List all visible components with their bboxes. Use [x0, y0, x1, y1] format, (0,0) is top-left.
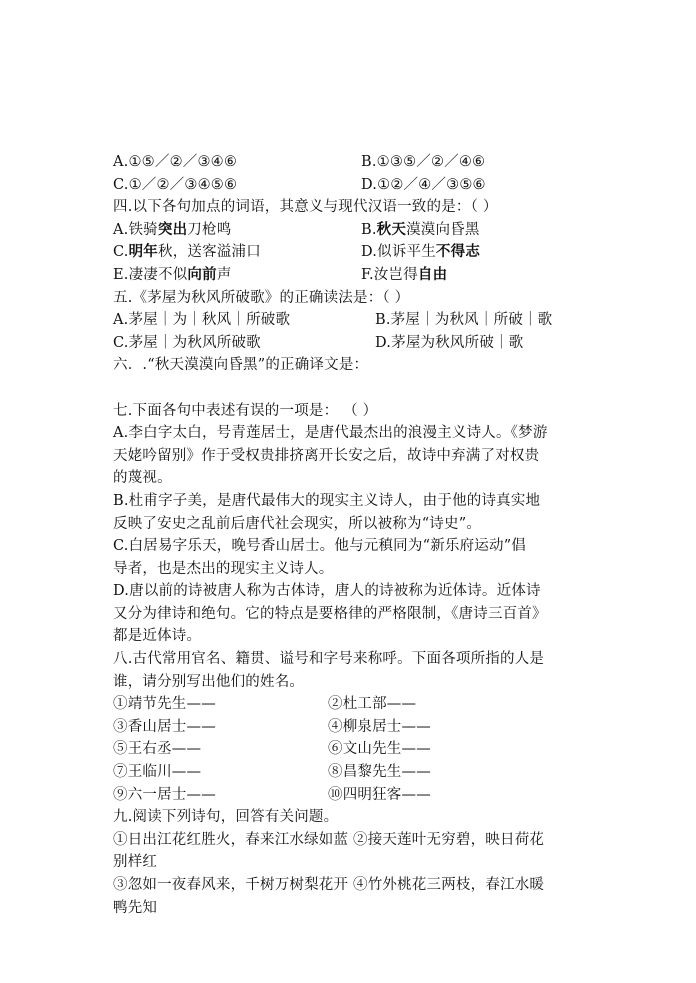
q4-option-f: F.汝岂得自由 [361, 265, 448, 283]
q4-option-b: B.秋天漠漠向昏黑 [361, 220, 480, 238]
q7-option-d-line-3: 都是近体诗。 [113, 628, 202, 645]
q5-option-b: B.茅屋｜为秋风｜所破｜歌 [375, 312, 553, 329]
q8-item-1: ①靖节先生—— [113, 696, 216, 713]
q3-option-b: B.①③⑤／②／④⑥ [361, 154, 486, 170]
q7-option-b-line-2: 反映了安史之乱前后唐代社会现实，所以被称为“诗史”。 [113, 515, 482, 532]
q4-option-d-dotted-word: 不得志 [435, 243, 481, 261]
q9-verses-line-4: 鸭先知 [113, 899, 158, 916]
q3-option-d: D.①②／④／③⑤⑥ [361, 176, 486, 193]
q5-options-row-2 [113, 332, 593, 355]
q4-options-row-3 [113, 264, 593, 287]
q7-option-c-line-2: 导者，也是杰出的现实主义诗人。 [113, 560, 334, 577]
q5-option-a: A.茅屋｜为｜秋风｜所破歌 [113, 312, 291, 329]
q5-title: 五.《茅屋为秋风所破歌》的正确读法是：（ ） [113, 289, 410, 306]
q8-item-2: ②杜工部—— [328, 696, 417, 713]
q5-option-c: C.茅屋｜为秋风所破歌 [113, 334, 261, 351]
q9-title: 九.阅读下列诗句，回答有关问题。 [113, 809, 339, 826]
q8-row-4 [113, 761, 593, 784]
q8-item-8: ⑧昌黎先生—— [328, 764, 431, 781]
q7-title: 七.下面各句中表述有误的一项是： （ ） [113, 402, 378, 419]
q4-option-a-dotted-word: 突出 [157, 220, 188, 238]
q8-item-9: ⑨六一居士—— [113, 786, 216, 803]
q9-verses-line-2: 别样红 [113, 854, 158, 871]
q8-row-5 [113, 784, 593, 807]
q4-option-d: D.似诉平生不得志 [361, 243, 481, 261]
q8-row-3 [113, 738, 593, 761]
q8-item-7: ⑦王临川—— [113, 764, 202, 781]
q4-title: 四.以下各句加点的词语，其意义与现代汉语一致的是：（ ） [113, 199, 498, 216]
q4-option-c: C.明年秋，送客溢浦口 [113, 243, 261, 261]
q4-option-e: E.凄凄不似向前声 [113, 265, 232, 283]
q7-option-a-line-1: A.李白字太白，号青莲居士，是唐代最杰出的浪漫主义诗人。《梦游 [113, 425, 548, 442]
q4-option-e-dotted-word: 向前 [187, 265, 217, 283]
q4-option-b-dotted-word: 秋天 [376, 220, 407, 238]
q6-title: 六．.“秋天漠漠向昏黑”的正确译文是： [113, 357, 369, 374]
q3-options-row-1 [113, 151, 593, 174]
q7-option-b-line-1: B.杜甫字子美，是唐代最伟大的现实主义诗人，由于他的诗真实地 [113, 492, 541, 509]
q8-row-1 [113, 693, 593, 716]
q8-title-line-1: 八.古代常用官名、籍贯、谥号和字号来称呼。下面各项所指的人是 [113, 651, 545, 668]
q3-option-a: A.①⑤／②／③④⑥ [113, 154, 238, 170]
q3-option-c: C.①／②／③④⑤⑥ [113, 176, 238, 193]
q8-title-line-2: 谁，请分别写出他们的姓名。 [113, 673, 305, 690]
q8-item-4: ④柳泉居士—— [328, 718, 431, 735]
q3-options-row-2 [113, 174, 593, 197]
q8-item-6: ⑥文山先生—— [328, 741, 431, 758]
q7-option-a-line-2: 天姥吟留别》作于受权贵排挤离开长安之后，故诗中弃满了对权贵 [113, 447, 540, 464]
q4-options-row-1 [113, 219, 593, 242]
q9-verses-line-1: ①日出江花红胜火，春来江水绿如蓝 ②接天莲叶无穷碧，映日荷花 [113, 831, 545, 848]
document-page [113, 151, 593, 919]
q4-option-a: A.铁骑突出刀枪鸣 [113, 220, 232, 238]
q7-option-d-line-1: D.唐以前的诗被唐人称为古体诗，唐人的诗被称为近体诗。近体诗 [113, 583, 541, 600]
q7-option-c-line-1: C.白居易字乐天，晚号香山居士。他与元稹同为“新乐府运动”倡 [113, 538, 527, 555]
q8-item-10: ⑩四明狂客—— [328, 786, 431, 803]
q4-option-f-dotted-word: 自由 [417, 265, 448, 283]
q9-verses-line-3: ③忽如一夜春风来，千树万树梨花开 ④竹外桃花三两枝，春江水暖 [113, 877, 545, 893]
q6-answer-space [113, 377, 593, 400]
q7-option-d-line-2: 又分为律诗和绝句。它的特点是要格律的严格限制，《唐诗三百首》 [113, 605, 547, 622]
q5-option-d: D.茅屋为秋风所破｜歌 [375, 334, 524, 351]
q4-options-row-2 [113, 241, 593, 264]
q5-options-row-1 [113, 309, 593, 332]
q7-option-a-line-3: 的蔑视。 [113, 470, 172, 487]
q8-row-2 [113, 716, 593, 739]
q4-option-c-dotted-word: 明年 [128, 243, 158, 261]
q8-item-3: ③香山居士—— [113, 718, 216, 735]
q8-item-5: ⑤王右丞—— [113, 741, 202, 758]
